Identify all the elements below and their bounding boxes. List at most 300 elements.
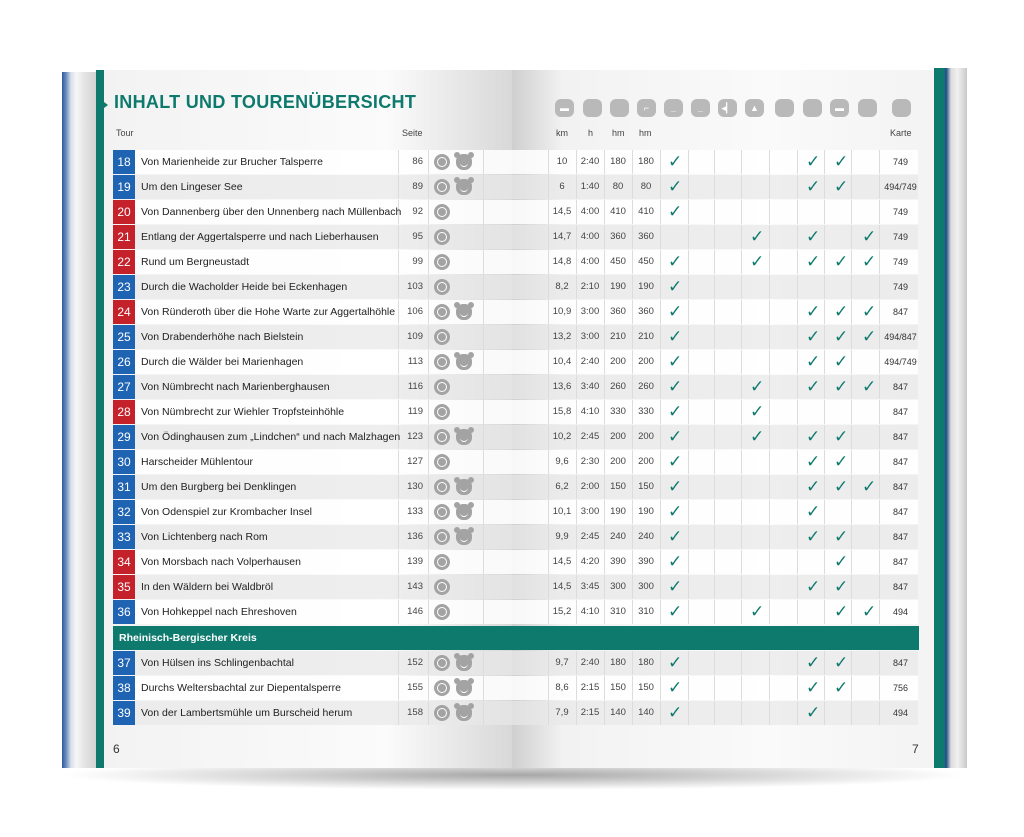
column-divider <box>824 425 825 449</box>
cell-karte: 847 <box>892 532 909 542</box>
column-divider <box>714 175 715 199</box>
column-divider <box>660 200 661 224</box>
tour-name[interactable]: Rund um Bergneustadt <box>141 256 249 268</box>
column-divider <box>769 300 770 324</box>
tour-number: 39 <box>113 701 135 725</box>
cell-h: 2:15 <box>580 707 600 718</box>
column-divider <box>769 475 770 499</box>
column-divider <box>688 150 689 174</box>
loop-tour-icon <box>434 229 450 245</box>
cell-km: 9,6 <box>555 456 569 467</box>
column-divider <box>741 225 742 249</box>
checkmark-icon: ✓ <box>668 477 683 497</box>
cell-km: 7,9 <box>555 707 569 718</box>
hut-icon: ▬ <box>830 99 849 117</box>
family-bear-icon <box>456 154 472 170</box>
column-divider <box>714 300 715 324</box>
column-divider <box>769 275 770 299</box>
cell-hm1: 180 <box>610 156 626 167</box>
cell-karte: 749 <box>892 157 909 167</box>
family-bear-icon <box>456 504 472 520</box>
cell-hm2: 310 <box>638 606 654 617</box>
tour-number: 34 <box>113 550 135 574</box>
cell-hm2: 180 <box>638 156 654 167</box>
column-divider <box>714 676 715 700</box>
column-divider <box>769 575 770 599</box>
column-divider <box>851 525 852 549</box>
column-divider <box>741 275 742 299</box>
checkmark-icon: ✓ <box>806 427 821 447</box>
column-divider <box>741 400 742 424</box>
table-row <box>113 275 918 299</box>
column-divider <box>879 350 880 374</box>
tour-name[interactable]: Von Nümbrecht nach Marienberghausen <box>141 381 330 393</box>
column-divider <box>428 701 429 725</box>
tour-name[interactable]: Von der Lambertsmühle um Burscheid herum <box>141 707 353 719</box>
cell-seite: 130 <box>407 481 423 492</box>
cell-hm1: 390 <box>610 556 626 567</box>
column-divider <box>851 175 852 199</box>
cell-hm2: 410 <box>638 206 654 217</box>
cell-seite: 116 <box>407 381 423 392</box>
column-divider <box>851 400 852 424</box>
column-divider <box>428 275 429 299</box>
column-divider <box>483 175 484 199</box>
column-divider <box>714 350 715 374</box>
rain-icon: ⌐ <box>637 99 656 117</box>
column-divider <box>797 250 798 274</box>
checkmark-icon: ✓ <box>806 352 821 372</box>
column-divider <box>428 550 429 574</box>
column-divider <box>483 200 484 224</box>
cell-karte: 749 <box>892 257 909 267</box>
column-divider <box>483 300 484 324</box>
column-divider <box>688 550 689 574</box>
checkmark-icon: ✓ <box>834 252 849 272</box>
column-divider <box>851 375 852 399</box>
column-divider <box>660 350 661 374</box>
column-divider <box>660 375 661 399</box>
column-divider <box>660 600 661 624</box>
column-divider <box>483 375 484 399</box>
cell-hm2: 330 <box>638 406 654 417</box>
column-divider <box>824 575 825 599</box>
tour-name[interactable]: Um den Burgberg bei Denklingen <box>141 481 297 493</box>
tour-name[interactable]: Durch die Wacholder Heide bei Eckenhagen <box>141 281 348 293</box>
tour-name[interactable]: Von Ründeroth über die Hohe Warte zur Aggertalhöhle <box>141 306 396 318</box>
column-divider <box>688 325 689 349</box>
column-divider <box>428 350 429 374</box>
column-divider <box>688 525 689 549</box>
family-bear-icon <box>456 429 472 445</box>
column-divider <box>851 425 852 449</box>
table-row <box>113 225 918 249</box>
column-divider <box>824 550 825 574</box>
tour-number: 31 <box>113 475 135 499</box>
tour-name[interactable]: Durch die Wälder bei Marienhagen <box>141 356 304 368</box>
tour-name[interactable]: Von Hülsen ins Schlingenbachtal <box>141 657 294 669</box>
cell-karte: 494/847 <box>884 332 917 342</box>
checkmark-icon: ✓ <box>834 653 849 673</box>
cell-karte: 494/749 <box>884 357 917 367</box>
loop-tour-icon <box>434 680 450 696</box>
column-divider <box>660 425 661 449</box>
page-number-left: 6 <box>113 742 120 756</box>
cell-hm1: 190 <box>610 506 626 517</box>
cell-karte: 847 <box>892 557 909 567</box>
tour-name[interactable]: Harscheider Mühlentour <box>141 456 254 468</box>
tour-number: 24 <box>113 300 135 324</box>
column-divider <box>483 701 484 725</box>
column-divider <box>851 701 852 725</box>
checkmark-icon: ✓ <box>806 577 821 597</box>
tour-name[interactable]: Durchs Weltersbachtal zur Diepentalsperre <box>141 682 341 694</box>
table-row <box>113 350 918 374</box>
column-divider <box>797 676 798 700</box>
tour-name[interactable]: Von Lichtenberg nach Rom <box>141 531 268 543</box>
tour-number: 37 <box>113 651 135 675</box>
loop-tour-icon <box>434 204 450 220</box>
table-row <box>113 701 918 725</box>
checkmark-icon: ✓ <box>668 327 683 347</box>
table-row <box>113 425 918 449</box>
table-row <box>113 375 918 399</box>
loop-tour-icon <box>434 329 450 345</box>
tour-name[interactable]: Von Dannenberg über den Unnenberg nach Müllenbach <box>141 206 402 218</box>
tour-name[interactable]: In den Wäldern bei Waldbröl <box>141 581 274 593</box>
cell-hm1: 310 <box>610 606 626 617</box>
column-divider <box>879 575 880 599</box>
checkmark-icon: ✓ <box>862 327 877 347</box>
cell-seite: 103 <box>407 281 423 292</box>
cell-seite: 99 <box>412 256 423 267</box>
cell-hm1: 200 <box>610 456 626 467</box>
column-divider <box>688 375 689 399</box>
column-divider <box>688 450 689 474</box>
column-divider <box>741 525 742 549</box>
cell-h: 4:20 <box>580 556 600 567</box>
tour-name[interactable]: Von Marienheide zur Brucher Talsperre <box>141 156 323 168</box>
checkmark-icon: ✓ <box>668 352 683 372</box>
column-divider <box>714 400 715 424</box>
column-divider <box>483 475 484 499</box>
column-divider <box>879 325 880 349</box>
checkmark-icon: ✓ <box>834 552 849 572</box>
tour-name[interactable]: Von Hohkeppel nach Ehreshoven <box>141 606 297 618</box>
family-bear-icon <box>456 479 472 495</box>
header-h: h <box>588 128 594 138</box>
tour-number: 23 <box>113 275 135 299</box>
checkmark-icon: ✓ <box>834 577 849 597</box>
column-divider <box>428 475 429 499</box>
column-divider <box>660 175 661 199</box>
column-divider <box>483 600 484 624</box>
column-divider <box>714 450 715 474</box>
cell-seite: 127 <box>407 456 423 467</box>
cell-km: 10,4 <box>552 356 572 367</box>
column-divider <box>428 225 429 249</box>
cell-seite: 95 <box>412 231 423 242</box>
cell-seite: 89 <box>412 181 423 192</box>
checkmark-icon: ✓ <box>806 527 821 547</box>
region-label: Rheinisch-Bergischer Kreis <box>119 632 257 644</box>
cell-km: 6,2 <box>555 481 569 492</box>
column-divider <box>851 250 852 274</box>
table-row <box>113 400 918 424</box>
column-divider <box>851 325 852 349</box>
column-divider <box>879 525 880 549</box>
checkmark-icon: ✓ <box>862 302 877 322</box>
cell-hm1: 450 <box>610 256 626 267</box>
column-divider <box>824 300 825 324</box>
column-divider <box>688 575 689 599</box>
cell-hm2: 390 <box>638 556 654 567</box>
checkmark-icon: ✓ <box>834 352 849 372</box>
checkmark-icon: ✓ <box>806 703 821 723</box>
cell-km: 9,7 <box>555 657 569 668</box>
cell-h: 4:00 <box>580 206 600 217</box>
column-divider <box>660 676 661 700</box>
cell-km: 15,8 <box>552 406 572 417</box>
cell-seite: 113 <box>407 356 423 367</box>
column-divider <box>741 375 742 399</box>
title-arrow-icon <box>96 96 108 114</box>
column-divider <box>741 600 742 624</box>
column-divider <box>688 600 689 624</box>
column-divider <box>714 550 715 574</box>
region-band <box>113 626 919 650</box>
column-divider <box>483 150 484 174</box>
cell-hm2: 140 <box>638 707 654 718</box>
column-divider <box>483 275 484 299</box>
cell-seite: 143 <box>407 581 423 592</box>
cell-karte: 494/749 <box>884 182 917 192</box>
table-row <box>113 475 918 499</box>
view-icon <box>858 99 877 117</box>
column-divider <box>797 450 798 474</box>
column-divider <box>741 701 742 725</box>
column-divider <box>660 500 661 524</box>
column-divider <box>483 325 484 349</box>
cell-km: 6 <box>559 181 565 192</box>
checkmark-icon: ✓ <box>668 602 683 622</box>
column-divider <box>660 325 661 349</box>
column-divider <box>660 475 661 499</box>
column-divider <box>797 550 798 574</box>
cell-karte: 847 <box>892 407 909 417</box>
tour-name[interactable]: Von Ödinghausen zum „Lindchen“ und nach Malzhagen <box>141 431 401 443</box>
cell-km: 14,7 <box>552 231 572 242</box>
cell-h: 2:40 <box>580 356 600 367</box>
cell-hm2: 150 <box>638 682 654 693</box>
tour-name[interactable]: Von Drabenderhöhe nach Bielstein <box>141 331 304 343</box>
header-seite: Seite <box>402 128 423 138</box>
column-divider <box>660 575 661 599</box>
loop-tour-icon <box>434 529 450 545</box>
tour-number: 29 <box>113 425 135 449</box>
column-divider <box>769 676 770 700</box>
column-divider <box>769 651 770 675</box>
column-divider <box>851 651 852 675</box>
cell-km: 9,9 <box>555 531 569 542</box>
column-divider <box>879 651 880 675</box>
column-divider <box>428 200 429 224</box>
column-divider <box>483 250 484 274</box>
column-divider <box>824 500 825 524</box>
tour-name[interactable]: Um den Lingeser See <box>141 181 243 193</box>
checkmark-icon: ✓ <box>668 703 683 723</box>
column-divider <box>660 150 661 174</box>
column-divider <box>714 250 715 274</box>
column-divider <box>824 200 825 224</box>
column-divider <box>428 600 429 624</box>
column-divider <box>688 175 689 199</box>
header-hm-up: hm <box>612 128 625 138</box>
cell-km: 10,1 <box>552 506 572 517</box>
checkmark-icon: ✓ <box>806 227 821 247</box>
cell-km: 10,9 <box>552 306 572 317</box>
column-divider <box>769 525 770 549</box>
column-divider <box>879 225 880 249</box>
column-divider <box>660 225 661 249</box>
column-divider <box>428 651 429 675</box>
cell-karte: 847 <box>892 482 909 492</box>
column-divider <box>428 425 429 449</box>
checkmark-icon: ✓ <box>834 427 849 447</box>
cell-h: 2:45 <box>580 431 600 442</box>
column-divider <box>714 275 715 299</box>
column-divider <box>824 676 825 700</box>
column-divider <box>824 400 825 424</box>
table-row <box>113 676 918 700</box>
checkmark-icon: ✓ <box>834 678 849 698</box>
cell-seite: 119 <box>407 406 423 417</box>
column-divider <box>797 325 798 349</box>
checkmark-icon: ✓ <box>862 252 877 272</box>
column-divider <box>428 676 429 700</box>
cell-h: 2:45 <box>580 531 600 542</box>
checkmark-icon: ✓ <box>668 678 683 698</box>
column-divider <box>879 550 880 574</box>
column-divider <box>797 350 798 374</box>
column-divider <box>714 651 715 675</box>
column-divider <box>660 450 661 474</box>
tour-number: 22 <box>113 250 135 274</box>
tour-number: 33 <box>113 525 135 549</box>
column-divider <box>428 575 429 599</box>
column-divider <box>483 350 484 374</box>
loop-tour-icon <box>434 404 450 420</box>
cell-karte: 847 <box>892 582 909 592</box>
loop-tour-icon <box>434 304 450 320</box>
cell-seite: 133 <box>407 506 423 517</box>
column-divider <box>797 500 798 524</box>
column-divider <box>879 450 880 474</box>
cell-hm2: 190 <box>638 506 654 517</box>
column-divider <box>769 400 770 424</box>
checkmark-icon: ✓ <box>834 152 849 172</box>
cell-h: 2:15 <box>580 682 600 693</box>
column-divider <box>688 400 689 424</box>
checkmark-icon: ✓ <box>668 252 683 272</box>
column-divider <box>428 325 429 349</box>
tour-name[interactable]: Von Nümbrecht zur Wiehler Tropfsteinhöhle <box>141 406 345 418</box>
left-teal-bar <box>96 70 104 768</box>
column-divider <box>483 575 484 599</box>
checkmark-icon: ✓ <box>806 177 821 197</box>
cell-hm1: 360 <box>610 231 626 242</box>
checkmark-icon: ✓ <box>806 452 821 472</box>
column-divider <box>483 450 484 474</box>
column-divider <box>824 225 825 249</box>
cell-seite: 86 <box>412 156 423 167</box>
column-divider <box>741 250 742 274</box>
column-divider <box>688 275 689 299</box>
cell-hm2: 360 <box>638 306 654 317</box>
cell-seite: 92 <box>412 206 423 217</box>
column-divider <box>688 500 689 524</box>
column-divider <box>741 300 742 324</box>
cell-hm2: 360 <box>638 231 654 242</box>
column-divider <box>797 575 798 599</box>
cell-seite: 152 <box>407 657 423 668</box>
table-row <box>113 300 918 324</box>
column-divider <box>741 651 742 675</box>
column-divider <box>428 250 429 274</box>
tour-name[interactable]: Von Morsbach nach Volperhausen <box>141 556 301 568</box>
checkmark-icon: ✓ <box>750 377 765 397</box>
column-divider <box>851 225 852 249</box>
peak-icon: ◂▏ <box>718 99 737 117</box>
column-divider <box>769 600 770 624</box>
tour-name[interactable]: Entlang der Aggertalsperre und nach Lieberhausen <box>141 231 379 243</box>
column-divider <box>851 450 852 474</box>
cell-karte: 847 <box>892 432 909 442</box>
cell-seite: 139 <box>407 556 423 567</box>
column-divider <box>741 350 742 374</box>
table-row <box>113 175 918 199</box>
table-row <box>113 150 918 174</box>
tour-name[interactable]: Von Odenspiel zur Krombacher Insel <box>141 506 313 518</box>
tour-number: 35 <box>113 575 135 599</box>
cell-h: 3:00 <box>580 506 600 517</box>
cell-karte: 847 <box>892 382 909 392</box>
column-divider <box>797 525 798 549</box>
loop-tour-icon <box>434 554 450 570</box>
cell-h: 3:00 <box>580 331 600 342</box>
checkmark-icon: ✓ <box>668 527 683 547</box>
checkmark-icon: ✓ <box>668 277 683 297</box>
cell-hm2: 190 <box>638 281 654 292</box>
column-divider <box>879 400 880 424</box>
column-divider <box>483 525 484 549</box>
column-divider <box>660 400 661 424</box>
cell-seite: 158 <box>407 707 423 718</box>
column-divider <box>688 350 689 374</box>
column-divider <box>851 350 852 374</box>
cell-karte: 749 <box>892 232 909 242</box>
column-divider <box>824 701 825 725</box>
column-divider <box>879 600 880 624</box>
column-divider <box>741 175 742 199</box>
cell-h: 4:00 <box>580 256 600 267</box>
cell-hm2: 200 <box>638 456 654 467</box>
column-divider <box>428 450 429 474</box>
checkmark-icon: ✓ <box>834 302 849 322</box>
loop-tour-icon <box>434 579 450 595</box>
header-tour: Tour <box>116 128 134 138</box>
checkmark-icon: ✓ <box>750 427 765 447</box>
